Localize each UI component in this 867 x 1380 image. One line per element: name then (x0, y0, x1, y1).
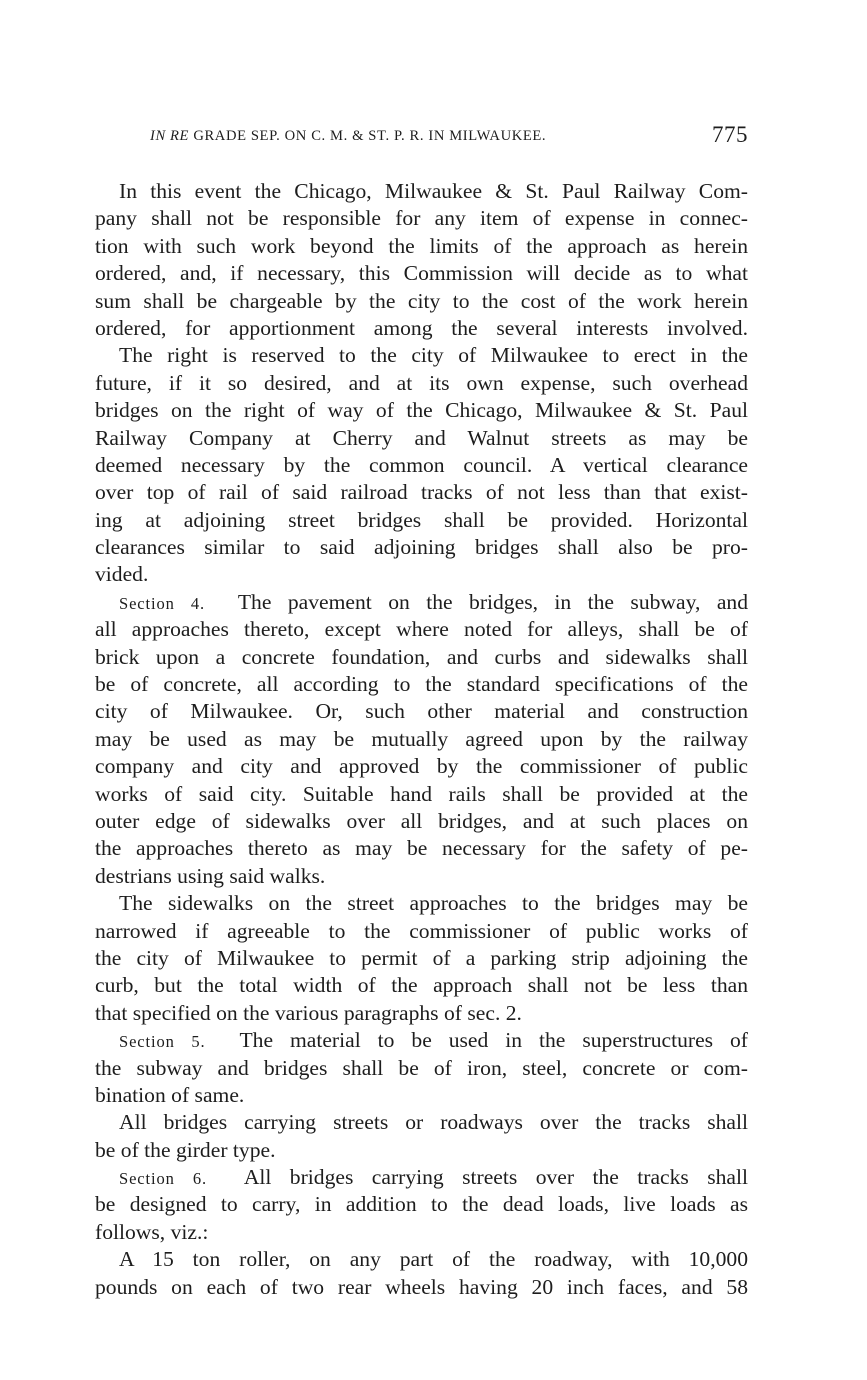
text-line: that specified on the various paragraphs of sec. 2. (95, 1000, 522, 1025)
text-line: the subway and bridges shall be of iron, steel, concrete or com- (95, 1055, 748, 1080)
text-line: The sidewalks on the street approaches to the bridges may be (119, 891, 748, 916)
text-line: be of the girder type. (95, 1137, 276, 1162)
text-span: The pavement on the bridges, in the subway, and (237, 589, 748, 614)
text-line: sum shall be chargeable by the city to the cost of the work herein (95, 288, 748, 313)
text-line: ordered, and, if necessary, this Commission will decide as to what (95, 261, 748, 286)
body-text (95, 178, 748, 1301)
text-line: tion with such work beyond the limits of the approach as herein (95, 233, 748, 258)
text-line: may be used as may be mutually agreed upon by the railway (95, 726, 748, 751)
text-line: city of Milwaukee. Or, such other material and construction (95, 699, 748, 724)
text-line: be of concrete, all according to the standard specifications of the (95, 672, 748, 697)
text-line: curb, but the total width of the approach shall not be less than (95, 973, 748, 998)
text-line: ing at adjoining street bridges shall be provided. Horizontal (95, 507, 748, 532)
text-line: outer edge of sidewalks over all bridges, and at such places on (95, 808, 748, 833)
text-line: The right is reserved to the city of Milwaukee to erect in the (119, 343, 748, 368)
page-number: 775 (712, 122, 748, 147)
section-5-line (95, 1027, 748, 1054)
running-title-text: GRADE SEP. ON C. M. & ST. P. R. IN MILWAUKEE. (189, 128, 547, 144)
text-line: ordered, for apportionment among the several interests involved. (95, 315, 748, 340)
section-6-line (95, 1164, 748, 1191)
text-line: pany shall not be responsible for any item of expense in connec- (95, 206, 748, 231)
running-title-italic: IN RE (150, 128, 190, 144)
text-line: the approaches thereto as may be necessary for the safety of pe- (95, 836, 748, 861)
text-line: narrowed if agreeable to the commissioner of public works of (95, 918, 748, 943)
text-line: All bridges carrying streets or roadways over the tracks shall (119, 1110, 748, 1135)
running-head (150, 122, 748, 152)
text-line: works of said city. Suitable hand rails shall be provided at the (95, 781, 748, 806)
text-line: Railway Company at Cherry and Walnut streets as may be (95, 425, 748, 450)
text-line: company and city and approved by the commissioner of public (95, 754, 748, 779)
section-label: Section 5. (119, 1032, 206, 1052)
text-line: bination of same. (95, 1082, 245, 1107)
text-line: be designed to carry, in addition to the dead loads, live loads as (95, 1192, 748, 1217)
text-line: vided. (95, 562, 149, 587)
text-line: future, if it so desired, and at its own expense, such overhead (95, 370, 748, 395)
text-line: In this event the Chicago, Milwaukee & St. Paul Railway Com- (119, 179, 748, 203)
text-line: all approaches thereto, except where noted for alleys, shall be of (95, 617, 748, 642)
text-span: All bridges carrying streets over the tracks shall (243, 1165, 748, 1190)
text-line: brick upon a concrete foundation, and curbs and sidewalks shall (95, 644, 748, 669)
section-label: Section 6. (119, 1169, 207, 1189)
text-line: deemed necessary by the common council. A vertical clearance (95, 452, 748, 477)
text-line: pounds on each of two rear wheels having 20 inch faces, and 58 (95, 1274, 748, 1299)
text-line: over top of rail of said railroad tracks of not less than that exist- (95, 480, 748, 505)
text-line: the city of Milwaukee to permit of a parking strip adjoining the (95, 945, 748, 970)
running-title (150, 128, 546, 145)
text-line: clearances similar to said adjoining bridges shall also be pro- (95, 535, 748, 560)
text-span: The material to be used in the superstructures of (239, 1028, 748, 1053)
text-line: destrians using said walks. (95, 863, 326, 888)
text-line: follows, viz.: (95, 1219, 209, 1244)
text-line: A 15 ton roller, on any part of the roadway, with 10,000 (119, 1247, 748, 1272)
text-line: bridges on the right of way of the Chicago, Milwaukee & St. Paul (95, 398, 748, 423)
section-4-line (95, 589, 748, 616)
section-label: Section 4. (119, 593, 206, 613)
